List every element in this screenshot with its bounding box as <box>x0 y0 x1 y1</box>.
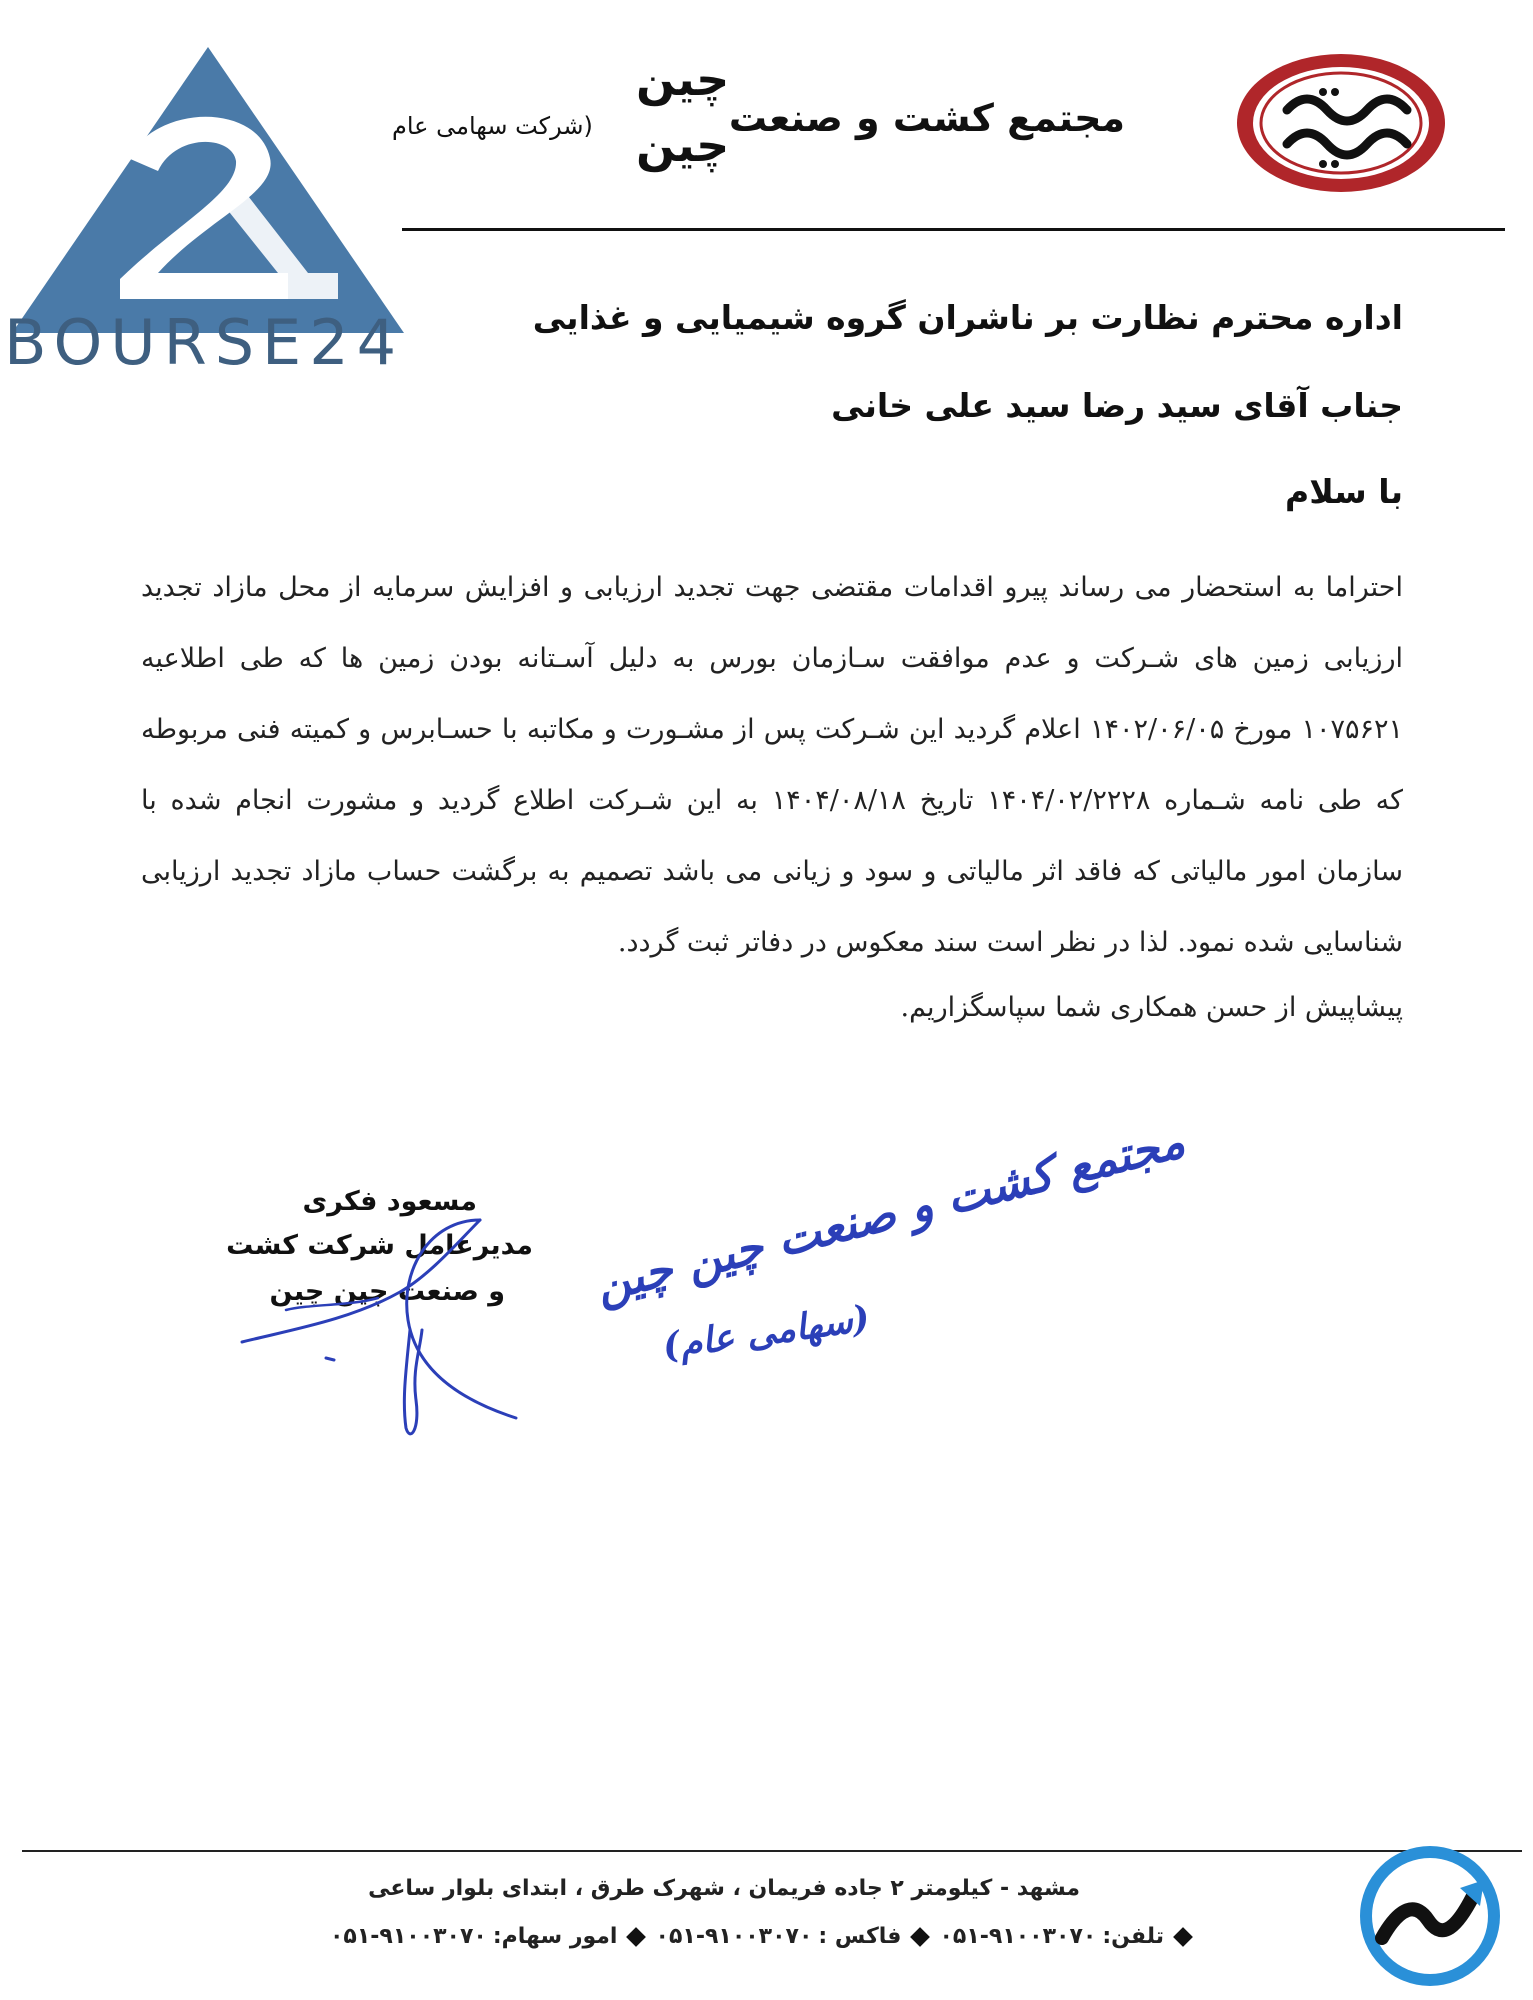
header-divider <box>402 228 1505 231</box>
company-stamp-type: (سهامی عام) <box>660 1297 873 1368</box>
signatory-role-line-2: و صنعت چین چین <box>269 1276 505 1307</box>
footer-phone-label: تلفن: <box>1102 1924 1164 1949</box>
letter-body: احتراما به استحضار می رساند پیرو اقدامات مقتضی جهت تجدید ارزیابی و افزایش سرمایه از محل مازاد تجدید ارزیابی زمین های شـرکت و عدم موافقت سـازمان بورس به دلیل آسـتانه بودن زمین ها که طی اطلاعیه ۱۰۷۵۶۲۱ مورخ ۱۴۰۲/۰۶/۰۵ اعلام گردید این شـرکت پس از مشـورت و مکاتبه با حسـابرس و کمیته فنی مربوطه که طی نامه شـماره ۱۴۰۴/۰۲/۲۲۲۸ تاریخ ۱۴۰۴/۰۸/۱۸ به این شـرکت اطلاع گردید و مشورت انجام شده با سازمان امور مالیاتی که فاقد اثر مالیاتی و سود و زیانی می باشد تصمیم به برگشت حساب مازاد تجدید ارزیابی شناسایی شده نمود. لذا در نظر است سند معکوس در دفاتر ثبت گردد. <box>141 572 1404 958</box>
addressee-person: جناب آقای سید رضا سید علی خانی <box>831 386 1403 425</box>
greeting: با سلام <box>1285 472 1403 511</box>
handwritten-signature-icon <box>230 1180 550 1450</box>
footer-fax <box>656 1924 928 1949</box>
bourse24-wordmark: BOURSE24 <box>4 306 405 379</box>
signatory-role-line-1: مدیرعامل شرکت کشت <box>226 1230 533 1261</box>
footer-shares-number: ۰۵۱-۹۱۰۰۳۰۷۰ <box>330 1924 487 1949</box>
footer-fax-number: ۰۵۱-۹۱۰۰۳۰۷۰ <box>655 1924 813 1949</box>
footer-shares-label: امور سهام: <box>492 1924 618 1949</box>
company-name: مجتمع کشت و صنعت <box>728 96 1125 140</box>
footer-divider <box>22 1850 1522 1852</box>
trend-arrow-logo-icon <box>1356 1842 1504 1990</box>
brand-name-line-2: چین <box>636 118 730 172</box>
footer-shares <box>330 1924 643 1949</box>
footer-phone-number: ۰۵۱-۹۱۰۰۳۰۷۰ <box>939 1924 1097 1949</box>
diamond-bullet-icon <box>627 1927 647 1947</box>
footer-address: مشهد - کیلومتر ۲ جاده فریمان ، شهرک طرق ، ابتدای بلوار ساعی <box>368 1876 1080 1901</box>
footer-fax-label: فاکس : <box>818 1924 902 1949</box>
brand-name-line-1: چین <box>636 52 730 106</box>
company-stamp-name: مجتمع کشت و صنعت چین چین <box>590 1113 1190 1313</box>
diamond-bullet-icon <box>911 1927 931 1947</box>
addressee-department: اداره محترم نظارت بر ناشران گروه شیمیایی و غذایی <box>532 298 1403 337</box>
company-type: (شرکت سهامی عام <box>392 112 593 140</box>
signatory-name: مسعود فکری <box>302 1186 477 1217</box>
closing-line: پیشاپیش از حسن همکاری شما سپاسگزاریم. <box>900 992 1403 1023</box>
footer-contacts <box>330 1924 1190 1949</box>
diamond-bullet-icon <box>1173 1927 1193 1947</box>
footer-phone <box>939 1924 1190 1949</box>
chin-chin-logo-icon <box>1235 52 1447 194</box>
